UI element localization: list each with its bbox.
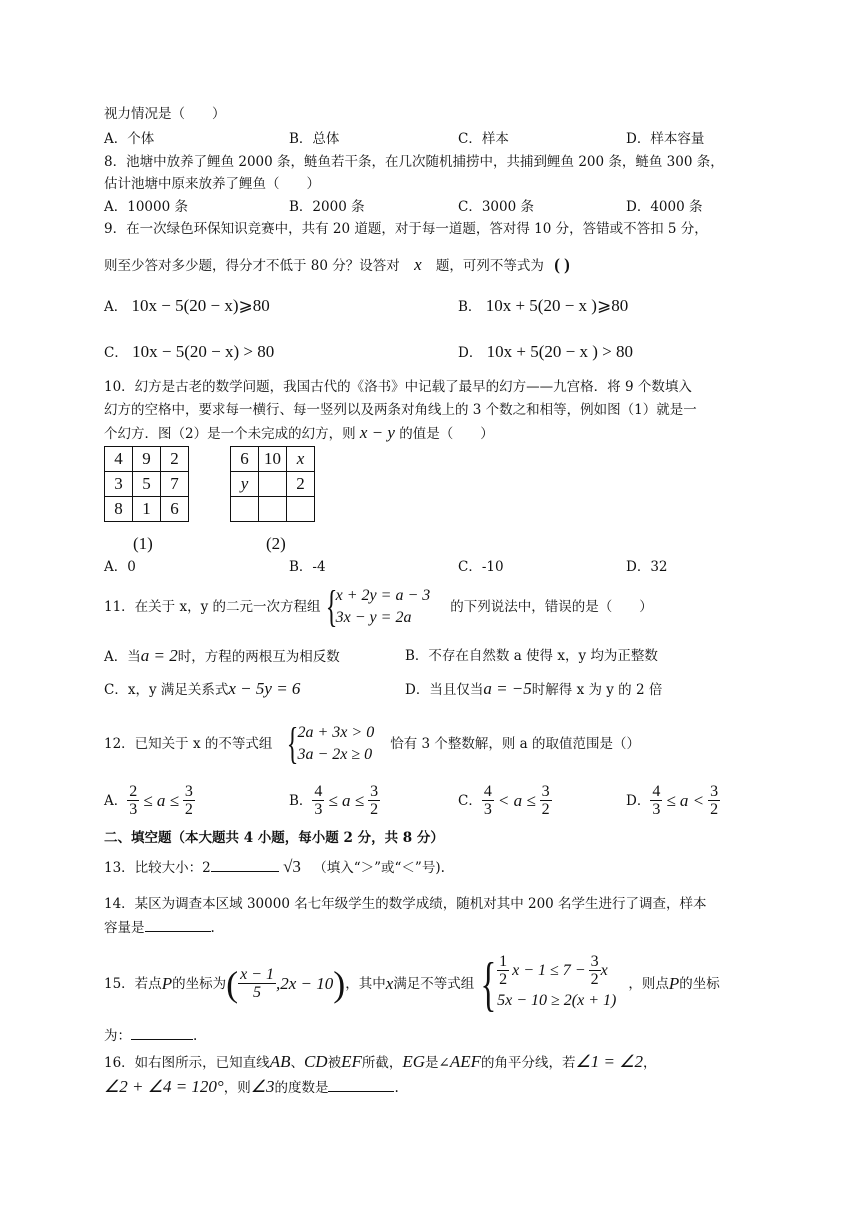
fraction	[650, 783, 662, 818]
q11-option-d[interactable]	[405, 679, 662, 700]
ms2-cell: y	[231, 472, 259, 497]
ms2-cell: 10	[259, 447, 287, 472]
numerator: 2	[129, 783, 138, 800]
fraction	[497, 953, 509, 988]
q9-line2-a: 则至少答对多少题，得分才不低于 80 分？设答对	[104, 258, 400, 274]
q12-ineq1: 2a + 3x > 0	[297, 724, 375, 741]
q9-option-b[interactable]	[458, 296, 628, 317]
magic-square-1-caption: (1)	[133, 534, 153, 553]
q16-sep: 、	[290, 1055, 304, 1071]
q12-inequality-system	[282, 719, 375, 768]
ms2-cell: 2	[287, 472, 315, 497]
ms2-cell	[231, 497, 259, 522]
q16-line2	[104, 1077, 399, 1098]
q16-line1-c: 所截，	[361, 1055, 403, 1071]
section-heading: 二、填空题（本大题共 4 小题，每小题 2 分，共 8 分）	[104, 830, 444, 846]
q16-line1-e: 的角平分线，若	[481, 1055, 576, 1071]
q11-option-d-math: a = −5	[483, 679, 532, 698]
q9-option-b-math: 10x + 5(20 − x )⩾80	[485, 296, 629, 315]
q10-expression: x − y	[359, 423, 395, 442]
ms1-cell: 3	[105, 472, 133, 497]
q12-ineq2: 3a − 2x ≥ 0	[297, 746, 373, 763]
q16-cond2: ∠2 + ∠4 = 120°	[104, 1077, 224, 1096]
q10-line3-a: 个幻方．图（2）是一个未完成的幻方，则	[104, 426, 356, 442]
fraction	[183, 783, 195, 818]
q10-line2: 幻方的空格中，要求每一横行、每一竖列以及两条对角线上的 3 个数之和相等，例如图（1）就是一	[104, 402, 697, 418]
ms2-cell: x	[287, 447, 315, 472]
q9-option-a[interactable]	[104, 296, 270, 317]
q13-pre: 13．比较大小：2	[104, 860, 211, 876]
q8-line1: 8．池塘中放养了鲤鱼 2000 条，鲢鱼若干条，在几次随机捕捞中，共捕到鲤鱼 200 条，鲢鱼 300 条，	[104, 154, 724, 170]
q7-option-d[interactable]: D．样本容量	[626, 131, 705, 147]
q11-stem	[104, 582, 653, 631]
q14-line2-b: .	[210, 920, 215, 936]
ms2-cell	[287, 497, 315, 522]
q11-post: 的下列说法中，错误的是（ ）	[450, 599, 653, 615]
denominator: 3	[129, 801, 138, 818]
q15-row2: 5x − 10 ≥ 2(x + 1)	[497, 992, 617, 1009]
q7-option-a[interactable]: A．个体	[104, 131, 155, 147]
ms1-cell: 5	[133, 472, 161, 497]
q16-aef: AEF	[449, 1052, 482, 1071]
q15-post2: 的坐标	[679, 975, 720, 992]
q7-option-c[interactable]: C．样本	[458, 131, 509, 147]
numerator: 3	[370, 783, 379, 800]
fraction	[127, 783, 139, 818]
q15-stem	[104, 950, 720, 1017]
q8-option-a[interactable]: A．10000 条	[104, 199, 188, 215]
relation: ≤ a ≤	[328, 790, 365, 810]
q13-post: （填入“＞”或“＜”号).	[313, 860, 445, 876]
q16-angle3: ∠3	[250, 1077, 275, 1096]
q9-option-c[interactable]	[104, 342, 274, 363]
q9-line2	[104, 255, 570, 276]
q15-row1-text: x − 1 ≤ 7 −	[512, 961, 586, 979]
q8-option-c[interactable]: C．3000 条	[458, 199, 534, 215]
q12-stem	[104, 719, 641, 768]
ms1-cell: 2	[161, 447, 189, 472]
ms2-cell	[259, 472, 287, 497]
q12-option-d-letter: D．	[626, 792, 651, 809]
q15-mid: 的坐标为	[172, 975, 227, 992]
q11-option-a-pre: A．当	[104, 649, 141, 665]
q14-answer-blank[interactable]	[145, 917, 211, 932]
q10-line3-b: 的值是（ ）	[399, 426, 494, 442]
q11-eq2: 3x − y = 2a	[335, 609, 412, 626]
q12-option-c[interactable]	[458, 783, 552, 818]
denominator: 2	[370, 801, 379, 818]
q14-line1: 14．某区为调查本区域 30000 名七年级学生的数学成绩，随机对其中 200 名学生进行了调查，样本	[104, 896, 707, 912]
numerator: 3	[184, 783, 193, 800]
numerator: 3	[590, 953, 599, 970]
q11-pre: 11．在关于 x，y 的二元一次方程组	[104, 599, 321, 615]
q13-answer-blank[interactable]	[211, 857, 279, 872]
q9-option-a-math: 10x − 5(20 − x)⩾80	[131, 296, 270, 315]
q15-answer-blank[interactable]	[131, 1025, 193, 1040]
q16-answer-blank[interactable]	[328, 1077, 394, 1092]
left-brace-icon: {	[325, 582, 337, 631]
q12-option-c-letter: C．	[458, 792, 482, 809]
ms2-cell: 6	[231, 447, 259, 472]
q15-inequality-system	[474, 950, 617, 1017]
q16-line2-b: 的度数是	[274, 1080, 329, 1096]
q9-option-c-letter: C．	[104, 345, 128, 361]
numerator: 4	[314, 783, 323, 800]
q15-line2	[104, 1025, 197, 1046]
q8-option-b[interactable]: B．2000 条	[289, 199, 365, 215]
relation: ≤ a <	[666, 790, 705, 810]
q16-ef: EF	[341, 1052, 362, 1071]
q11-option-a-math: a = 2	[140, 646, 178, 665]
q12-option-a-letter: A．	[104, 792, 128, 809]
fraction	[368, 783, 380, 818]
q15-pre: 15．若点	[104, 975, 162, 992]
q12-option-b-letter: B．	[289, 792, 313, 809]
ms1-cell: 6	[161, 497, 189, 522]
magic-square-1	[104, 446, 189, 522]
q11-eq1: x + 2y = a − 3	[335, 587, 431, 604]
fraction	[540, 783, 552, 818]
q15-mid3: 满足不等式组	[393, 975, 475, 992]
q16-line1	[104, 1052, 656, 1073]
q15-post: ，则点	[628, 975, 669, 992]
fraction	[482, 783, 494, 818]
left-brace-icon: {	[287, 719, 299, 768]
numerator: 1	[499, 953, 508, 970]
denominator: 5	[253, 984, 262, 1001]
q11-option-c-math: x − 5y = 6	[228, 679, 301, 698]
q12-option-b[interactable]	[289, 783, 380, 818]
q15-row1: $\frac{1}{2}$ x − 1 ≤ 7 − $\frac{3}{2}$ x	[499, 953, 608, 988]
q16-line2-a: ，则	[223, 1080, 251, 1096]
q14-line2	[104, 917, 215, 938]
fraction	[589, 953, 601, 988]
fraction	[238, 966, 276, 1001]
q11-option-d-post: 时解得 x 为 y 的 2 倍	[531, 682, 663, 698]
q9-variable: x	[414, 255, 422, 274]
numerator: x − 1	[240, 966, 274, 983]
ms1-cell: 7	[161, 472, 189, 497]
q10-option-c[interactable]: C．-10	[458, 559, 504, 575]
q16-cond1: ∠1 = ∠2	[575, 1052, 643, 1071]
q9-option-d[interactable]	[458, 342, 633, 363]
q9-option-b-letter: B．	[458, 299, 482, 315]
q11-option-c[interactable]	[104, 679, 300, 700]
relation: < a ≤	[497, 790, 536, 810]
denominator: 3	[652, 801, 661, 818]
q11-option-a[interactable]	[104, 646, 340, 667]
left-brace-icon: {	[480, 950, 497, 1017]
q9-option-c-math: 10x − 5(20 − x) > 80	[132, 342, 275, 361]
q16-line1-b: 被	[327, 1055, 342, 1071]
q11-option-c-pre: C．x，y 满足关系式	[104, 682, 229, 698]
numerator: 3	[710, 783, 719, 800]
q10-line1: 10．幻方是古老的数学问题，我国古代的《洛书》中记载了最早的幻方——九宫格．将 9 个数填入	[104, 379, 692, 395]
q11-option-b[interactable]: B．不存在自然数 a 使得 x，y 均为正整数	[405, 648, 658, 664]
q15-x: x	[385, 973, 394, 993]
q16-line2-c: .	[394, 1080, 399, 1096]
q7-tail: 视力情况是（ ）	[104, 106, 226, 122]
relation: ≤ a ≤	[143, 790, 179, 810]
q11-option-a-post: 时，方程的两根互为相反数	[177, 649, 340, 665]
ms1-cell: 8	[105, 497, 133, 522]
q9-option-a-letter: A．	[104, 299, 128, 315]
ms1-cell: 4	[105, 447, 133, 472]
ms2-cell	[259, 497, 287, 522]
q12-option-a[interactable]	[104, 783, 195, 818]
q7-option-b[interactable]: B．总体	[289, 131, 340, 147]
denominator: 2	[590, 971, 599, 988]
q13-line	[104, 857, 445, 878]
numerator: 3	[541, 783, 550, 800]
numerator: 4	[652, 783, 661, 800]
right-paren-icon: )	[333, 963, 346, 1004]
q12-post: 恰有 3 个整数解，则 a 的取值范围是（）	[390, 736, 641, 752]
ms1-cell: 1	[133, 497, 161, 522]
q15-line2-b: .	[193, 1028, 198, 1044]
q8-line2: 估计池塘中原来放养了鲤鱼（ ）	[104, 176, 320, 192]
q8-option-d[interactable]: D．4000 条	[626, 199, 703, 215]
q16-eg: EG	[402, 1052, 426, 1071]
q10-option-d[interactable]: D．32	[626, 559, 668, 575]
q15-mid2: ，其中	[345, 975, 386, 992]
numerator: 4	[483, 783, 492, 800]
denominator: 3	[483, 801, 492, 818]
q16-line1-a: 16．如右图所示，已知直线	[104, 1055, 270, 1071]
q15-line2-a: 为：	[104, 1028, 131, 1044]
magic-square-2-caption: (2)	[266, 534, 286, 553]
q14-line2-a: 容量是	[104, 920, 145, 936]
q11-equation-system	[321, 582, 431, 631]
magic-square-2	[230, 446, 315, 522]
q9-line1: 9．在一次绿色环保知识竞赛中，共有 20 道题，对于每一道题，答对得 10 分，答错或不答扣 5 分，	[104, 221, 708, 237]
q16-line1-d: 是∠	[425, 1055, 450, 1071]
q9-option-d-letter: D．	[458, 345, 483, 361]
q13-sqrt: √3	[283, 857, 301, 876]
q10-line3	[104, 423, 494, 444]
denominator: 2	[541, 801, 550, 818]
fraction	[708, 783, 720, 818]
q10-option-a[interactable]: A．0	[104, 559, 136, 575]
q9-answer-paren[interactable]: ( )	[554, 255, 570, 274]
q11-option-d-pre: D．当且仅当	[405, 682, 484, 698]
q16-ab: AB	[269, 1052, 291, 1071]
q15-point-p: P	[668, 973, 680, 993]
q15-point-p: P	[161, 973, 173, 993]
denominator: 2	[710, 801, 719, 818]
ms1-cell: 9	[133, 447, 161, 472]
q15-coord-tail: ,2x − 10	[275, 973, 334, 993]
fraction	[312, 783, 324, 818]
denominator: 2	[184, 801, 193, 818]
q9-line2-b: 题，可列不等式为	[435, 258, 544, 274]
q16-comma: ，	[642, 1055, 657, 1071]
left-paren-icon: (	[226, 963, 239, 1004]
q12-option-d[interactable]	[626, 783, 720, 818]
denominator: 3	[314, 801, 323, 818]
q9-option-d-math: 10x + 5(20 − x ) > 80	[486, 342, 633, 361]
q16-cd: CD	[303, 1052, 328, 1071]
denominator: 2	[499, 971, 508, 988]
q10-option-b[interactable]: B．-4	[289, 559, 326, 575]
q12-pre: 12．已知关于 x 的不等式组	[104, 736, 273, 752]
